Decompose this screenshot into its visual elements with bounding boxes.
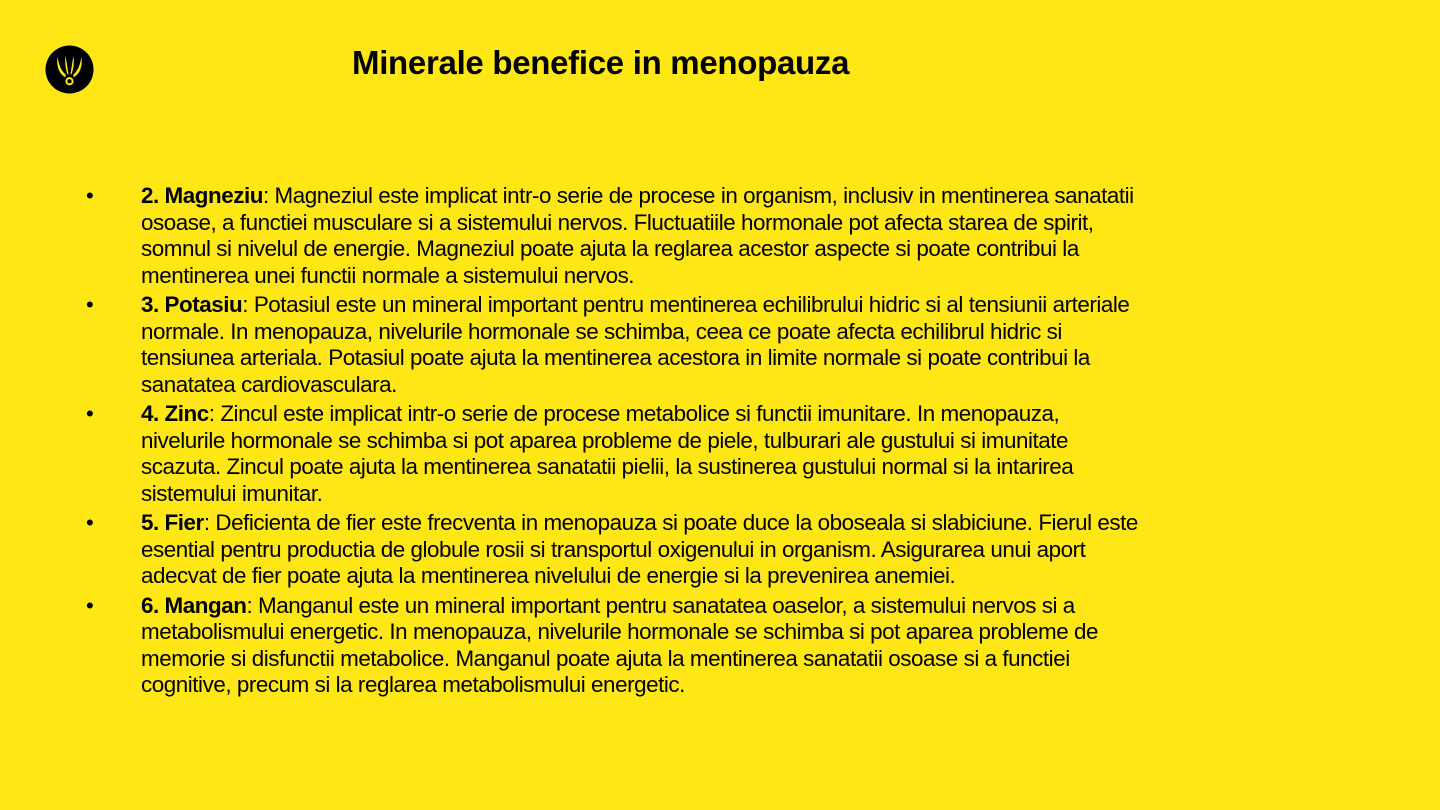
bullet-dot-icon: • xyxy=(86,183,94,208)
bullet-item-mangan xyxy=(86,593,1366,699)
bullet-item-magneziu xyxy=(86,183,1366,289)
bullet-line: tensiunea arteriala. Potasiul poate ajuta la mentinerea acestora in limite normale si poate contribui la xyxy=(141,345,1090,370)
bullet-line: osoase, a functiei musculare si a sistemului nervos. Fluctuatiile hormonale pot afecta starea de spirit, xyxy=(141,209,1094,235)
mineral-name: 2. Magneziu xyxy=(141,183,263,208)
bullet-line: nivelurile hormonale se schimba si pot aparea probleme de piele, tulburari ale gustului si imunitate xyxy=(141,427,1069,453)
bullet-line: memorie si disfunctii metabolice. Manganul poate ajuta la mentinerea sanatatii osoase si a functiei xyxy=(141,645,1070,671)
bullet-line: 2. Magneziu: Magneziul este implicat intr-o serie de procese in organism, inclusiv in mentinerea sanatatii xyxy=(141,183,1134,208)
bullet-line: 3. Potasiu: Potasiul este un mineral important pentru mentinerea echilibrului hidric si al tensiunii arteriale xyxy=(141,292,1130,317)
bullet-line: scazuta. Zincul poate ajuta la mentinerea sanatatii pielii, la sustinerea gustului normal si la intarirea xyxy=(141,454,1074,479)
bullet-dot-icon: • xyxy=(86,401,94,426)
bullet-line: mentinerea unei functii normale a sistemului nervos. xyxy=(141,262,635,288)
bullet-line: cognitive, precum si la reglarea metabolismului energetic. xyxy=(141,672,685,697)
bullet-line: 6. Mangan: Manganul este un mineral important pentru sanatatea oaselor, a sistemului nervos si a xyxy=(141,592,1075,618)
slide-title: Minerale benefice in menopauza xyxy=(352,44,850,81)
bullet-line: somnul si nivelul de energie. Magneziul poate ajuta la reglarea acestor aspecte si poate contribui la xyxy=(141,236,1079,261)
bullet-line: adecvat de fier poate ajuta la mentinerea nivelului de energie si la prevenirea anemiei. xyxy=(141,563,956,588)
mineral-name: 6. Mangan xyxy=(141,592,247,618)
bullet-dot-icon: • xyxy=(86,592,94,618)
bullet-dot-icon: • xyxy=(86,510,94,535)
mineral-name: 4. Zinc xyxy=(141,401,209,426)
mineral-bullet-list xyxy=(86,183,1366,702)
bullet-line: sistemului imunitar. xyxy=(141,480,323,506)
bullet-line: sanatatea cardiovasculara. xyxy=(141,371,397,397)
mineral-name: 3. Potasiu xyxy=(141,292,243,317)
bullet-line: 5. Fier: Deficienta de fier este frecventa in menopauza si poate duce la oboseala si slabiciune. Fierul este xyxy=(141,510,1138,535)
bullet-dot-icon: • xyxy=(86,292,94,317)
bullet-line: 4. Zinc: Zincul este implicat intr-o serie de procese metabolice si functii imunitare. In menopauza, xyxy=(141,401,1060,426)
bullet-line: normale. In menopauza, nivelurile hormonale se schimba, ceea ce poate afecta echilibrul hidric si xyxy=(141,318,1062,344)
mineral-name: 5. Fier xyxy=(141,510,204,535)
bullet-line: esential pentru productia de globule rosii si transportul oxigenului in organism. Asigurarea unui aport xyxy=(141,536,1086,562)
bullet-line: metabolismului energetic. In menopauza, nivelurile hormonale se schimba si pot aparea probleme de xyxy=(141,619,1099,644)
bullet-item-fier xyxy=(86,510,1366,590)
bullet-item-zinc xyxy=(86,401,1366,507)
bullet-item-potasiu xyxy=(86,292,1366,398)
tulip-logo-icon xyxy=(45,45,94,94)
